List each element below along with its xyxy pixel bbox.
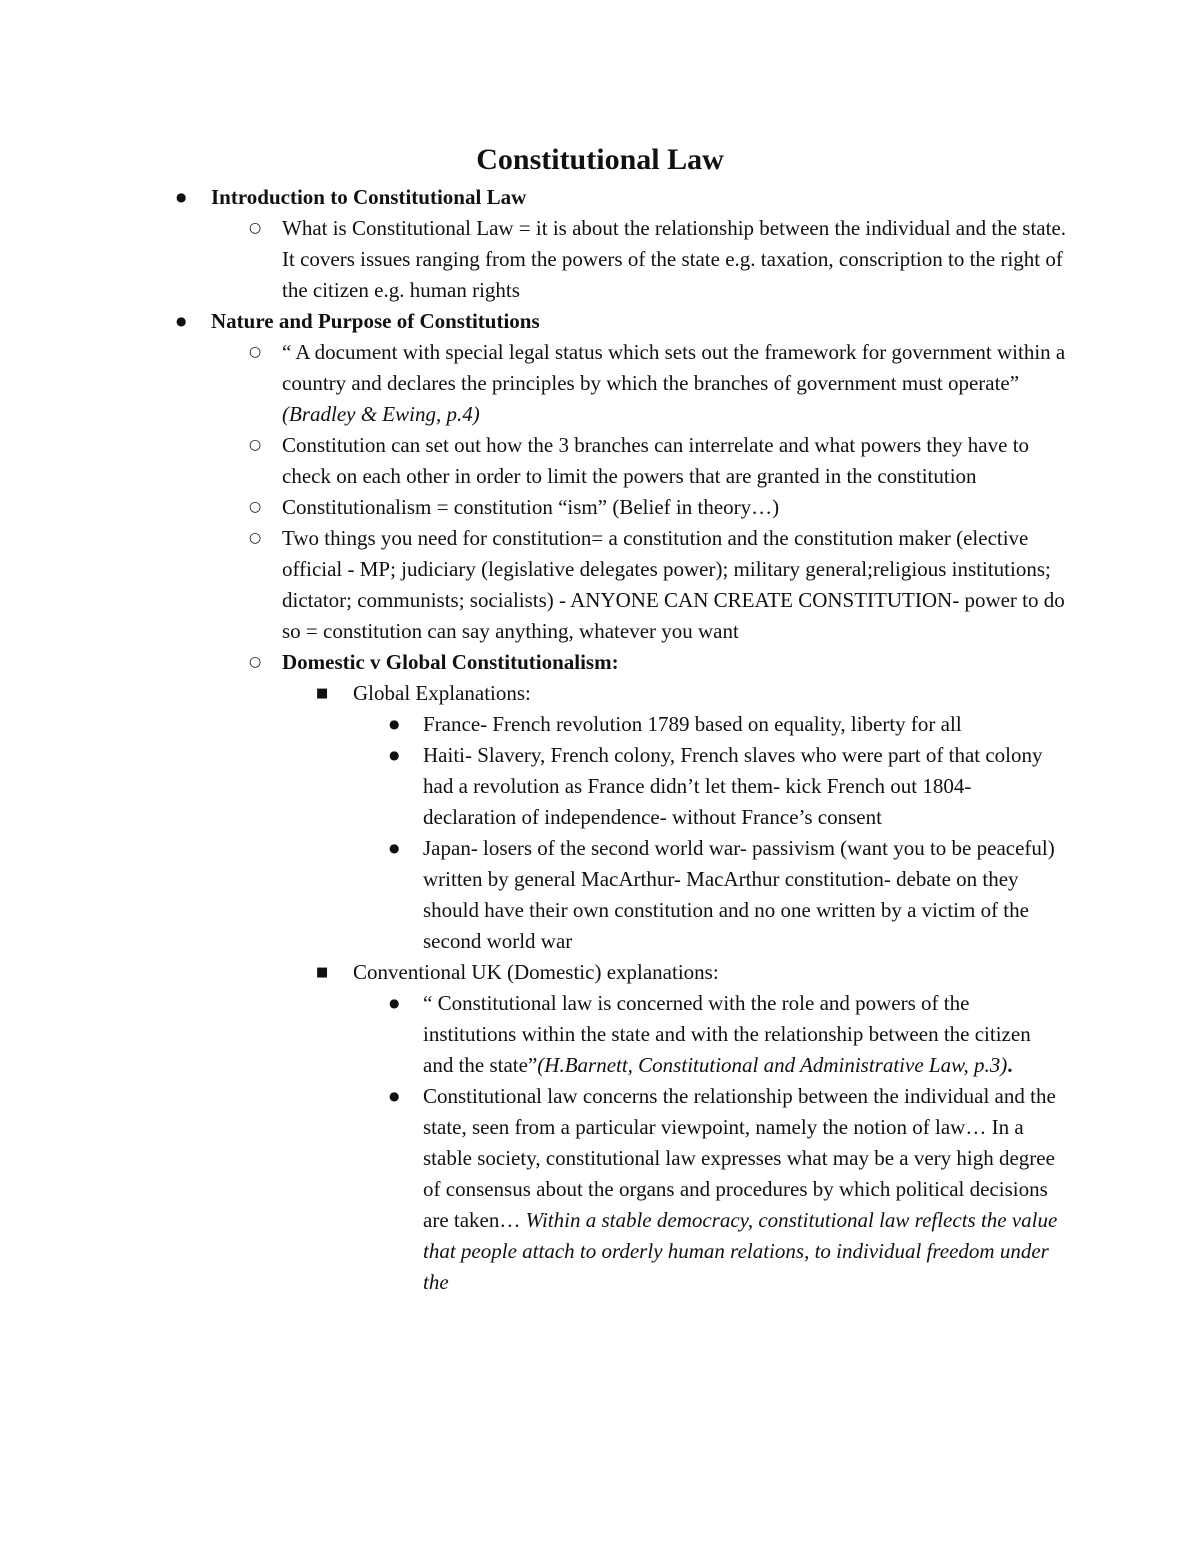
stable-democracy-italic: Within a stable democracy, constitutional law reflects the value that people attach to orderly human relations, to individual freedom under the — [423, 1208, 1058, 1294]
domestic-global-heading: Domestic v Global Constitutionalism: — [282, 650, 619, 674]
bullet-hollow-icon: ○ — [249, 220, 262, 236]
list-item-japan — [0, 833, 1063, 957]
barnett-quote-text: “ Constitutional law is concerned with the role and powers of the institutions within the state and with the relationship between the citizen and the state” — [423, 991, 1031, 1077]
list-item-nature-heading — [0, 306, 1071, 337]
document-quote-text: “ A document with special legal status which sets out the framework for government within a country and declares the principles by which the branches of government must operate” — [282, 340, 1066, 395]
stable-society-text: Constitutional law concerns the relationship between the individual and the state, seen from a particular viewpoint, namely the notion of law… In a stable society, constitutional law expresses what may be a very high degree of consensus about the organs and procedures by which political decisions are taken… — [423, 1084, 1056, 1232]
definition-text: What is Constitutional Law = it is about the relationship between the individual and the state. It covers issues ranging from the powers of the state e.g. taxation, conscription to the right of the citizen e.g. human rights — [282, 216, 1067, 302]
bullet-hollow-icon: ○ — [249, 530, 262, 546]
intro-heading: Introduction to Constitutional Law — [211, 185, 527, 209]
list-item-france — [0, 709, 1063, 740]
bullet-hollow-icon: ○ — [249, 654, 262, 670]
france-text: France- French revolution 1789 based on equality, liberty for all — [423, 712, 962, 736]
list-item-document-quote — [0, 337, 1072, 430]
global-explanations-label: Global Explanations: — [353, 681, 531, 705]
bullet-hollow-icon: ○ — [249, 499, 262, 515]
constitutionalism-text: Constitutionalism = constitution “ism” (Belief in theory…) — [282, 495, 780, 519]
two-things-text: Two things you need for constitution= a constitution and the constitution maker (elective official - MP; judiciary (legislative delegates power); military general;religious institutions; dictator; communists; socialists) - ANYONE CAN CREATE CONSTITUTION- power to do so = constitution can say anything, whatever you want — [282, 526, 1065, 643]
list-item-conventional-explanations — [0, 957, 1073, 988]
bullet-filled-icon: ● — [176, 190, 187, 204]
bullet-filled-icon: ● — [389, 996, 400, 1010]
barnett-quote-end: . — [1007, 1053, 1013, 1077]
conventional-explanations-label: Conventional UK (Domestic) explanations: — [353, 960, 719, 984]
bullet-square-icon: ■ — [316, 686, 329, 701]
list-item-branches — [0, 430, 1072, 492]
bullet-filled-icon: ● — [389, 717, 400, 731]
outline — [0, 182, 1200, 1298]
haiti-text: Haiti- Slavery, French colony, French slaves who were part of that colony had a revolution as France didn’t let them- kick French out 1804- declaration of independence- without France’s consent — [423, 743, 1043, 829]
list-item-barnett-quote — [0, 988, 1063, 1081]
list-item-haiti — [0, 740, 1063, 833]
nature-heading: Nature and Purpose of Constitutions — [211, 309, 540, 333]
page-title: Constitutional Law — [476, 143, 724, 176]
japan-text: Japan- losers of the second world war- passivism (want you to be peaceful) written by general MacArthur- MacArthur constitution- debate on they should have their own constitution and no one written by a victim of the second world war — [423, 836, 1055, 953]
document-quote-citation: (Bradley & Ewing, p.4) — [282, 402, 480, 426]
bullet-filled-icon: ● — [176, 314, 187, 328]
bullet-filled-icon: ● — [389, 1089, 400, 1103]
barnett-quote-citation: (H.Barnett, Constitutional and Administrative Law, p.3) — [537, 1053, 1008, 1077]
bullet-square-icon: ■ — [316, 965, 329, 980]
branches-text: Constitution can set out how the 3 branches can interrelate and what powers they have to check on each other in order to limit the powers that are granted in the constitution — [282, 433, 1030, 488]
list-item-two-things — [0, 523, 1072, 647]
bullet-filled-icon: ● — [389, 748, 400, 762]
list-item-definition — [0, 213, 1072, 306]
list-item-constitutionalism — [0, 492, 1072, 523]
bullet-hollow-icon: ○ — [249, 344, 262, 360]
bullet-hollow-icon: ○ — [249, 437, 262, 453]
list-item-domestic-global-heading — [0, 647, 1072, 678]
list-item-stable-society — [0, 1081, 1063, 1298]
bullet-filled-icon: ● — [389, 841, 400, 855]
list-item-global-explanations — [0, 678, 1073, 709]
list-item-intro-heading — [0, 182, 1071, 213]
